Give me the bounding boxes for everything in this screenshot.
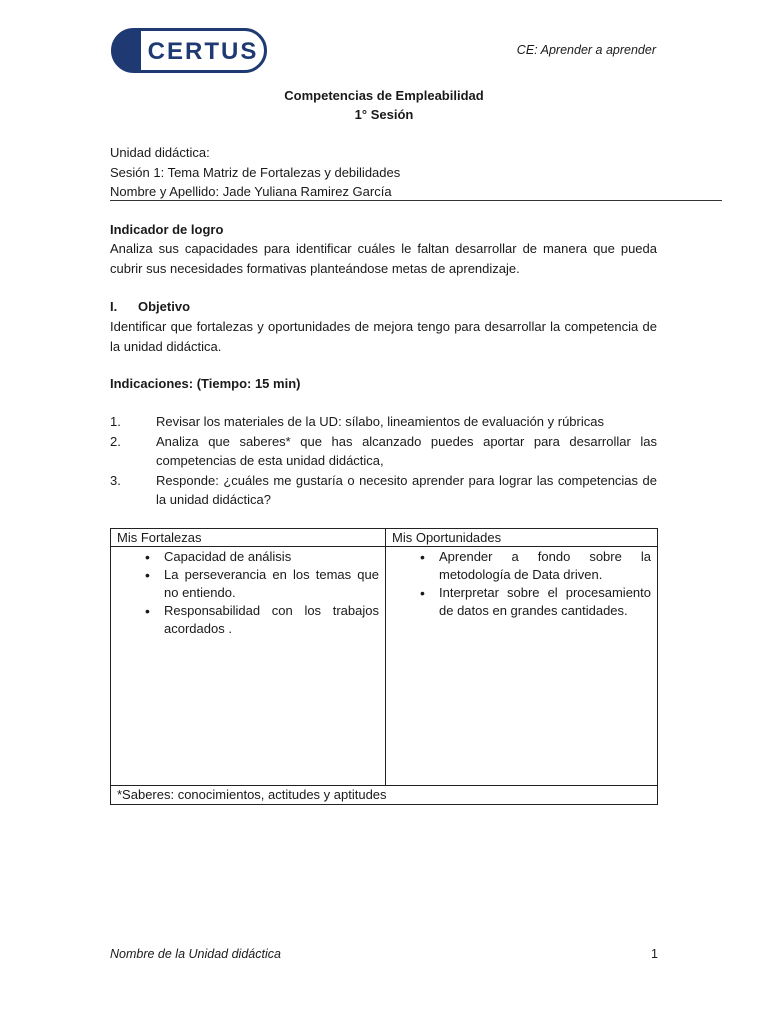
unidad-label: Unidad didáctica: [110, 145, 210, 160]
col-header-fortalezas: Mis Fortalezas [111, 529, 386, 547]
objetivo-number: I. [110, 299, 118, 314]
list-item: 1. Revisar los materiales de la UD: sílabo, lineamientos de evaluación y rúbricas [110, 414, 604, 429]
document-title: Competencias de Empleabilidad [284, 88, 484, 103]
student-name: Nombre y Apellido: Jade Yuliana Ramirez García [110, 184, 392, 199]
logo-text: CERTUS [147, 38, 259, 65]
strengths-opportunities-table [110, 528, 658, 805]
indicador-text: Analiza sus capacidades para identificar cuáles le faltan desarrollar de manera que pueda cubrir sus necesidades formativas planteándose metas de aprendizaje. [110, 241, 657, 276]
list-item: • La perseverancia en los temas que no entiendo. [117, 566, 379, 602]
header-course-label: CE: Aprender a aprender [516, 43, 656, 57]
indicaciones-heading: Indicaciones: (Tiempo: 15 min) [110, 376, 301, 391]
table-footnote: *Saberes: conocimientos, actitudes y aptitudes [111, 786, 658, 805]
list-item: • Capacidad de análisis [117, 548, 379, 566]
list-item: • Responsabilidad con los trabajos acordados . [117, 602, 379, 638]
oportunidades-cell [386, 547, 658, 786]
objetivo-text: Identificar que fortalezas y oportunidades de mejora tengo para desarrollar la competencia de la unidad didáctica. [110, 319, 657, 354]
list-item: • Aprender a fondo sobre la metodología de Data driven. [392, 548, 651, 584]
list-item: • Interpretar sobre el procesamiento de datos en grandes cantidades. [392, 584, 651, 620]
session-title: 1° Sesión [354, 107, 414, 122]
objetivo-title: Objetivo [138, 299, 191, 314]
list-item: 3. Responde: ¿cuáles me gustaría o necesito aprender para lograr las competencias de la unidad didáctica? [110, 472, 657, 507]
indicador-heading: Indicador de logro [110, 222, 224, 237]
list-item: 2. Analiza que saberes* que has alcanzado puedes aportar para desarrollar las competencias de esta unidad didáctica, [110, 433, 657, 468]
indicaciones-list [110, 412, 657, 510]
footer-unit-name: Nombre de la Unidad didáctica [110, 947, 281, 961]
certus-logo [111, 28, 267, 73]
objetivo-heading [110, 297, 657, 317]
col-header-oportunidades: Mis Oportunidades [386, 529, 658, 547]
fortalezas-cell [111, 547, 386, 786]
page-number: 1 [651, 947, 658, 961]
session-topic: Sesión 1: Tema Matriz de Fortalezas y debilidades [110, 165, 401, 180]
divider [110, 200, 722, 201]
